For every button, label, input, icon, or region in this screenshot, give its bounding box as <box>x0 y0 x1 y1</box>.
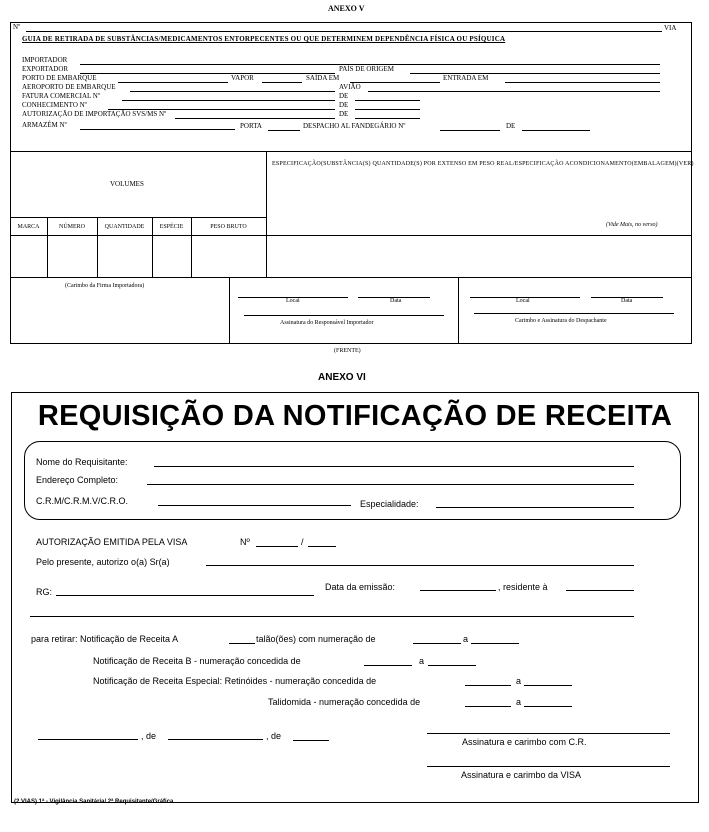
residente-line-1[interactable] <box>566 590 634 591</box>
autorizacao-de-label: DE <box>339 110 349 118</box>
receita-a-from-line[interactable] <box>413 643 461 644</box>
signature-divider-2 <box>458 277 459 344</box>
vide-mais-note: (Vide Mais, no verso) <box>606 222 658 228</box>
receita-b-label: Notificação de Receita B - numeração concedida de <box>93 656 301 666</box>
numero-label: Nº <box>13 23 21 31</box>
sr-name-line[interactable] <box>206 565 634 566</box>
exportador-label: EXPORTADOR <box>22 65 69 73</box>
residente-label: , residente à <box>498 582 548 592</box>
data-emissao-line[interactable] <box>420 590 496 591</box>
col-header-numero: NÚMERO <box>58 224 85 230</box>
talidomida-label: Talidomida - numeração concedida de <box>268 697 421 707</box>
autorizacao-label: AUTORIZAÇÃO DE IMPORTAÇÃO SVS/MS Nº <box>22 110 167 118</box>
entrada-em-line[interactable] <box>505 82 660 83</box>
conhecimento-date-line[interactable] <box>355 109 420 110</box>
crm-line[interactable] <box>158 505 351 506</box>
rg-line[interactable] <box>56 595 314 596</box>
fatura-date-line[interactable] <box>355 100 420 101</box>
data-de-label-1: , de <box>141 731 157 741</box>
assinatura-visa-line[interactable] <box>427 766 670 767</box>
via-label: VIA <box>664 24 677 32</box>
anexo-v-title: ANEXO V <box>328 4 365 13</box>
talidomida-to-line[interactable] <box>524 706 572 707</box>
armazem-label: ARMAZÉM Nº <box>22 121 67 129</box>
receita-a-to-line[interactable] <box>471 643 519 644</box>
ano-line[interactable] <box>293 740 329 741</box>
taloes-count-line[interactable] <box>229 643 255 644</box>
assinatura-cr-line[interactable] <box>427 733 670 734</box>
pais-origem-label: PAÍS DE ORIGEM <box>339 65 394 73</box>
requisitante-box <box>24 441 681 520</box>
saida-em-line[interactable] <box>350 82 440 83</box>
importador-label: IMPORTADOR <box>22 56 68 64</box>
table-top-rule <box>10 151 692 152</box>
conhecimento-label: CONHECIMENTO Nº <box>22 101 87 109</box>
footer-vias: (2 VIAS) 1ª - Vigilância Sanitária/ 2ª Requisitante/Gráfica <box>14 799 174 805</box>
col-header-peso-bruto: PESO BRUTO <box>210 224 247 230</box>
columns-rule <box>10 235 692 236</box>
assinatura-cr-label: Assinatura e carimbo com C.R. <box>462 737 587 747</box>
data-de-label-2: , de <box>266 731 282 741</box>
especialidade-line[interactable] <box>436 507 634 508</box>
fatura-line[interactable] <box>122 100 335 101</box>
aeroporto-line[interactable] <box>130 91 335 92</box>
signature-divider-1 <box>229 277 230 344</box>
anexo-vi-title: ANEXO VI <box>318 372 366 383</box>
local-label-2: Local <box>516 298 530 304</box>
volumes-label: VOLUMES <box>110 180 144 188</box>
porta-label: PORTA <box>240 122 262 130</box>
assinatura-responsavel: Assinatura do Responsável Importador <box>280 320 374 326</box>
fatura-de-label: DE <box>339 92 349 100</box>
receita-especial-to-label: a <box>516 676 522 686</box>
data-label-2: Data <box>621 298 633 304</box>
para-retirar-label: para retirar: Notificação de Receita A <box>31 634 179 644</box>
autorizacao-num-label: Nº <box>240 537 250 547</box>
frente-label: (FRENTE) <box>334 348 361 354</box>
fatura-label: FATURA COMERCIAL Nº <box>22 92 101 100</box>
receita-b-to-label: a <box>419 656 425 666</box>
despacho-date-line[interactable] <box>522 130 590 131</box>
endereco-label: Endereço Completo: <box>36 475 119 485</box>
aeroporto-label: AEROPORTO DE EMBARQUE <box>22 83 116 91</box>
autorizacao-year-line[interactable] <box>308 546 336 547</box>
assinatura-visa-label: Assinatura e carimbo da VISA <box>461 770 582 780</box>
despacho-line[interactable] <box>440 130 500 131</box>
rg-label: RG: <box>36 587 53 597</box>
talidomida-to-label: a <box>516 697 522 707</box>
pelo-presente-label: Pelo presente, autorizo o(a) Sr(a) <box>36 557 170 567</box>
receita-b-from-line[interactable] <box>364 665 412 666</box>
autorizacao-line[interactable] <box>175 118 335 119</box>
vapor-line[interactable] <box>262 82 302 83</box>
receita-a-to-label: a <box>463 634 469 644</box>
nome-line[interactable] <box>154 466 634 467</box>
especialidade-label: Especialidade: <box>360 499 419 509</box>
data-emissao-label: Data da emissão: <box>325 582 396 592</box>
armazem-line[interactable] <box>80 129 235 130</box>
porto-embarque-line[interactable] <box>118 82 228 83</box>
carimbo-despachante: Carimbo e Assinatura do Despachante <box>515 318 607 324</box>
vapor-label: VAPOR <box>231 74 254 82</box>
slash-separator: / <box>301 537 304 547</box>
entrada-em-label: ENTRADA EM <box>443 74 489 82</box>
aviao-line[interactable] <box>368 91 660 92</box>
assinatura-responsavel-line[interactable] <box>244 315 444 316</box>
despacho-de-label: DE <box>506 122 516 130</box>
aviao-label: AVIÃO <box>339 83 361 91</box>
col-header-especie: ESPÉCIE <box>159 224 184 230</box>
crm-label: C.R.M/C.R.M.V/C.R.O. <box>36 496 128 506</box>
exportador-line[interactable] <box>80 73 335 74</box>
col-header-marca: MARCA <box>17 224 40 230</box>
data-label-1: Data <box>390 298 402 304</box>
saida-em-label: SAÍDA EM <box>306 74 340 82</box>
residente-line-2[interactable] <box>30 616 634 617</box>
requisicao-heading: REQUISIÇÃO DA NOTIFICAÇÃO DE RECEITA <box>37 400 673 432</box>
numero-line <box>26 31 662 32</box>
despacho-label: DESPACHO AL FANDEGÁRIO Nº <box>303 122 406 130</box>
local-label-1: Local <box>286 298 300 304</box>
signature-top-rule <box>10 277 692 278</box>
talidomida-from-line[interactable] <box>465 706 511 707</box>
cidade-line[interactable] <box>38 739 138 740</box>
guia-title: GUIA DE RETIRADA DE SUBSTÂNCIAS/MEDICAMENTOS ENTORPECENTES OU QUE DETERMINEM DEPENDÊNCIA FÍSICA OU PSÍQUICA <box>22 35 506 43</box>
autorizacao-date-line[interactable] <box>355 118 420 119</box>
receita-b-to-line[interactable] <box>428 665 476 666</box>
nome-label: Nome do Requisitante: <box>36 457 128 467</box>
table-center-divider <box>266 151 267 277</box>
receita-especial-from-line[interactable] <box>465 685 511 686</box>
autorizacao-num-line[interactable] <box>256 546 298 547</box>
volumes-header-rule <box>10 217 266 218</box>
taloes-label: talão(ões) com numeração de <box>256 634 376 644</box>
autorizacao-visa-label: AUTORIZAÇÃO EMITIDA PELA VISA <box>36 537 188 547</box>
porta-line[interactable] <box>268 130 300 131</box>
carimbo-despachante-line[interactable] <box>474 313 674 314</box>
endereco-line[interactable] <box>147 484 634 485</box>
receita-especial-to-line[interactable] <box>524 685 572 686</box>
col-header-quantidade: QUANTIDADE <box>104 224 145 230</box>
porto-embarque-label: PORTO DE EMBARQUE <box>22 74 97 82</box>
receita-especial-label: Notificação de Receita Especial: Retinóides - numeração concedida de <box>93 676 377 686</box>
conhecimento-de-label: DE <box>339 101 349 109</box>
especificacao-label: ESPECIFICAÇÃO(SUBSTÂNCIA(S) QUANTIDADE(S) POR EXTENSO EM PESO REAL/ESPECIFICAÇÃO ACONDICIONAMENTO(EMBALAGEM)(VER) <box>272 161 694 167</box>
mes-line[interactable] <box>168 739 263 740</box>
carimbo-importador: (Carimbo da Firma Importadora) <box>65 283 145 289</box>
